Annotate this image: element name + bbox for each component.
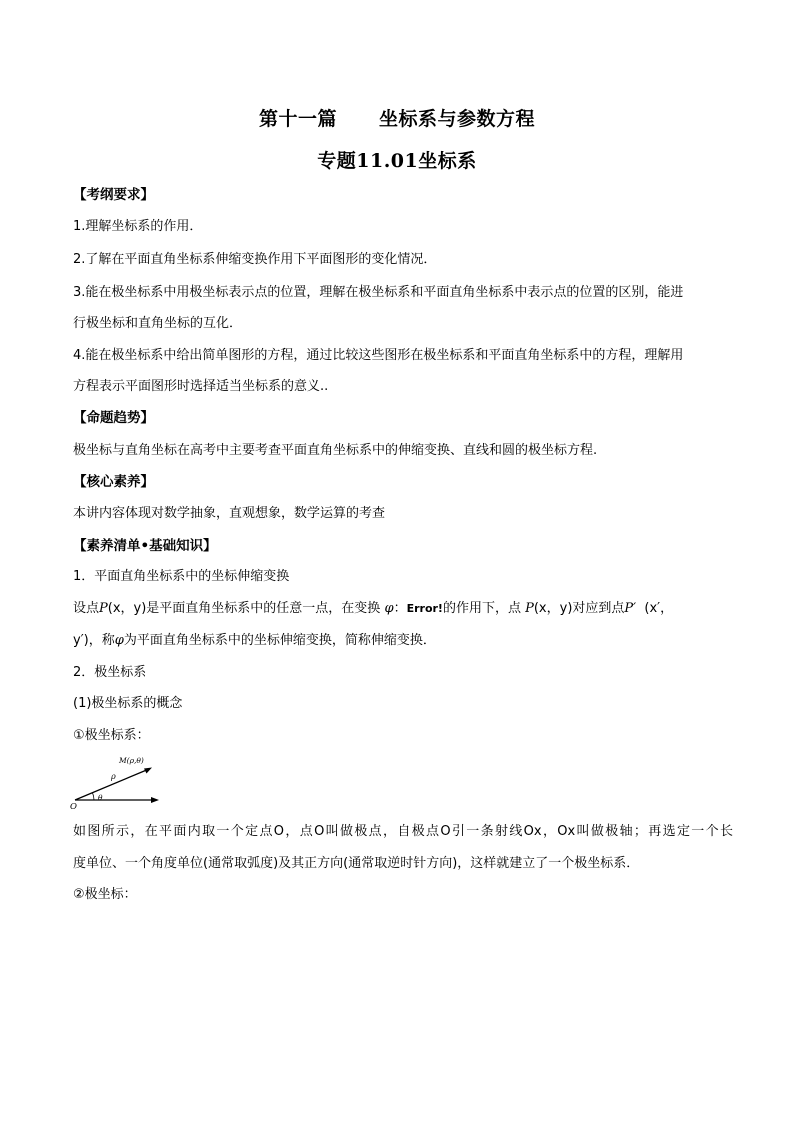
radius-arrowhead xyxy=(144,768,152,774)
polar-coordinate-label: ②极坐标： xyxy=(73,887,137,902)
polar-paragraph-line-1: 如图所示，在平面内取一个定点O，点O叫做极点，自极点O引一条射线Ox，Ox叫做极轴；再选定一个长 xyxy=(73,824,733,839)
polar-axis-arrowhead xyxy=(151,797,159,803)
point-m-label: M(ρ,θ) xyxy=(119,756,144,765)
literacy-text: 本讲内容体现对数学抽象，直观想象，数学运算的考查 xyxy=(73,506,386,521)
polar-coordinate-figure xyxy=(70,754,170,810)
syllabus-item: 行极坐标和直角坐标的互化． xyxy=(73,316,243,331)
theta-label: θ xyxy=(98,793,103,802)
phi-symbol: φ xyxy=(384,601,394,616)
error-field: Error! xyxy=(406,602,443,615)
transform-paragraph-line-2: y′)，称φ为平面直角坐标系中的坐标伸缩变换，简称伸缩变换． xyxy=(73,633,436,648)
document-subtitle: 专题11.01坐标系 xyxy=(317,150,477,172)
literacy-heading: 【核心素养】 xyxy=(73,474,154,490)
origin-label: O xyxy=(70,802,77,810)
polar-system-label: ①极坐标系： xyxy=(73,728,150,743)
polar-paragraph-line-2: 度单位、一个角度单位(通常取弧度)及其正方向(通常取逆时针方向)，这样就建立了一个极坐标系． xyxy=(73,856,640,871)
basics-subheading-1: 1．平面直角坐标系中的坐标伸缩变换 xyxy=(73,569,290,584)
syllabus-item: 3.能在极坐标系中用极坐标表示点的位置，理解在极坐标系和平面直角坐标系中表示点的位置的区别，能进 xyxy=(73,285,684,300)
syllabus-item: 4.能在极坐标系中给出简单图形的方程，通过比较这些图形在极坐标系和平面直角坐标系中的方程，理解用 xyxy=(73,348,684,363)
syllabus-heading: 【考纲要求】 xyxy=(73,187,154,203)
syllabus-item: 方程表示平面图形时选择适当坐标系的意义.. xyxy=(73,379,329,394)
basics-heading: 【素养清单•基础知识】 xyxy=(73,538,217,554)
trend-heading: 【命题趋势】 xyxy=(73,410,154,426)
trend-text: 极坐标与直角坐标在高考中主要考查平面直角坐标系中的伸缩变换、直线和圆的极坐标方程. xyxy=(73,443,598,458)
phi-symbol: φ xyxy=(114,633,124,648)
transform-paragraph-line-1: 设点P(x，y)是平面直角坐标系中的任意一点，在变换 φ：Error!的作用下，点 P(x，y)对应到点P′ (x′， xyxy=(73,601,674,616)
syllabus-item: 2.了解在平面直角坐标系伸缩变换作用下平面图形的变化情况． xyxy=(73,252,437,267)
syllabus-item: 1.理解坐标系的作用． xyxy=(73,219,203,234)
basics-subheading-2: 2．极坐标系 xyxy=(73,665,147,680)
topic-label: 坐标系与参数方程 xyxy=(379,108,536,130)
angle-arc xyxy=(93,793,95,800)
polar-concept-heading: (1)极坐标系的概念 xyxy=(73,696,183,711)
part-label: 第十一篇 xyxy=(258,108,337,130)
rho-label: ρ xyxy=(111,772,116,781)
document-title xyxy=(0,104,794,131)
